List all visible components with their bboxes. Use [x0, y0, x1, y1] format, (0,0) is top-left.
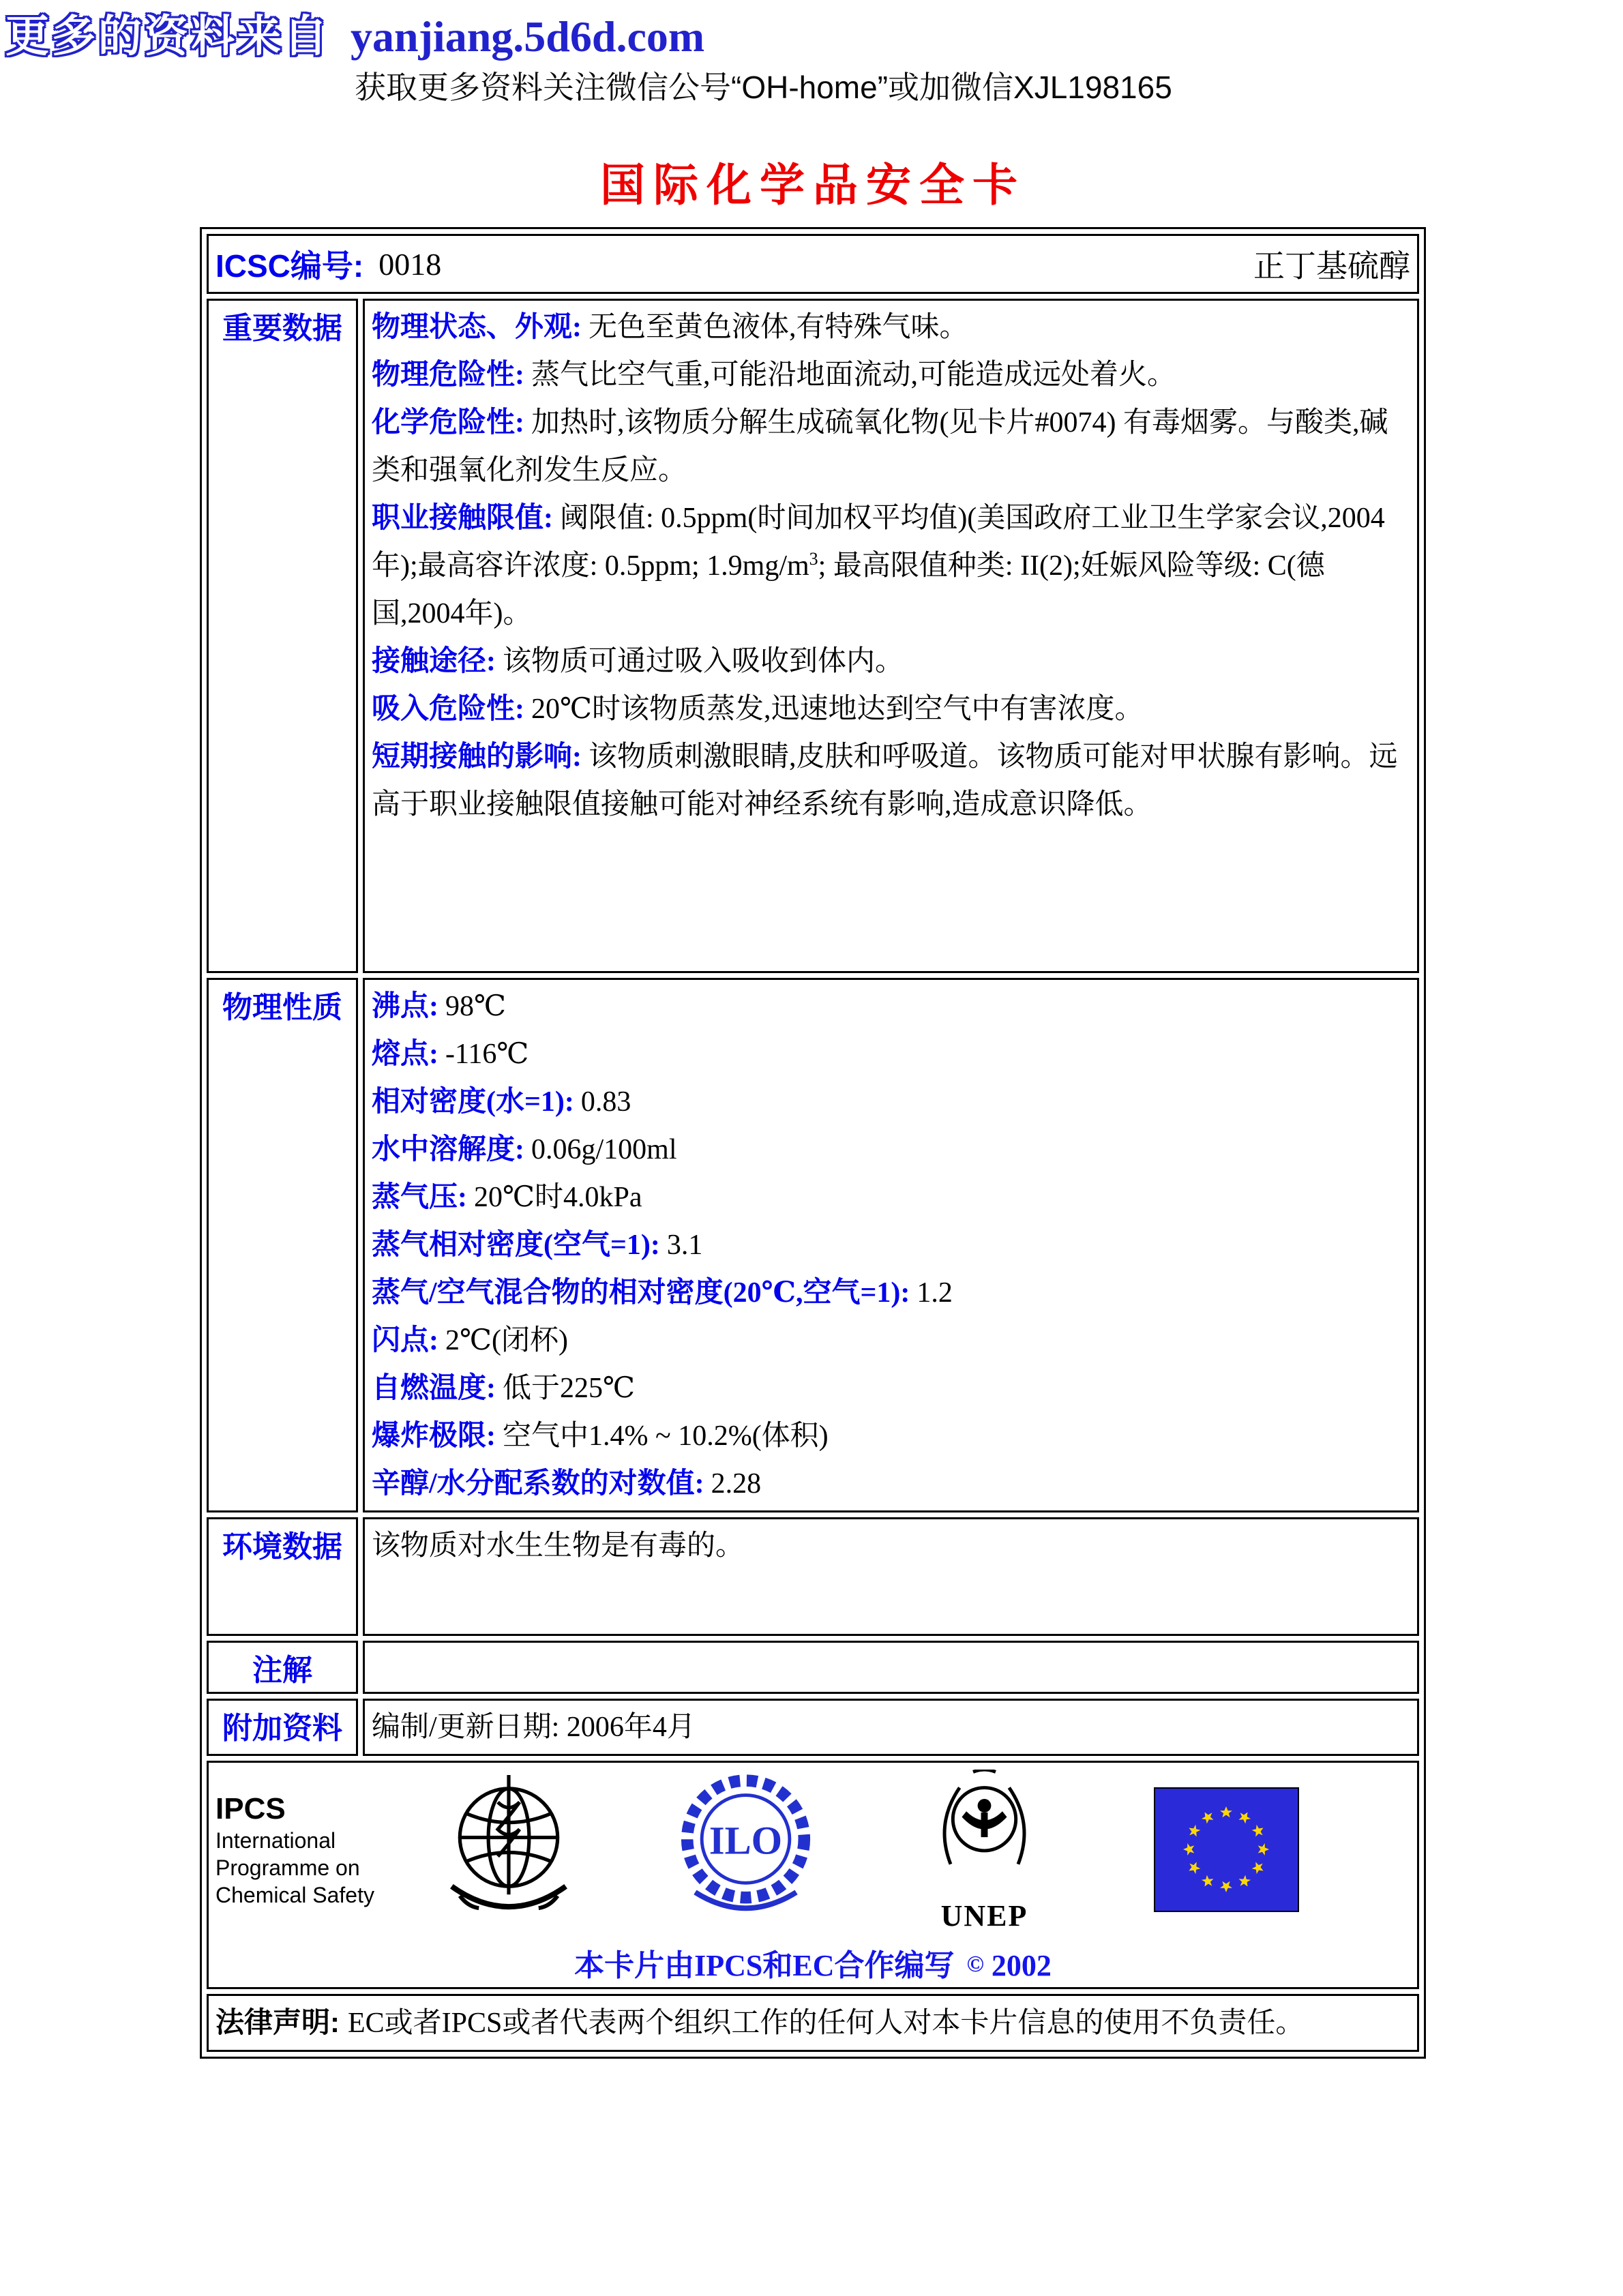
field-value: 阈限值: 0.5ppm(时间加权平均值)(美国政府工业卫生学家会议,2004年);最高容许浓度: 0.5ppm; 1.9mg/m	[372, 503, 1385, 582]
field-label: 相对密度(水=1):	[372, 1086, 574, 1118]
field-label: 水中溶解度:	[372, 1134, 524, 1165]
wechat-notice: 获取更多资料关注微信公号“OH-home”或加微信XJL198165	[355, 70, 1172, 105]
field-value: 无色至黄色液体,有特殊气味。	[589, 312, 968, 343]
property-boiling-point	[372, 983, 1410, 1030]
ipcs-title: IPCS	[215, 1791, 286, 1825]
section-label-additional-info: 附加资料	[207, 1699, 358, 1756]
section-label-environmental-data: 环境数据	[207, 1517, 358, 1636]
field-value: ; 最高限值种类: II(2);妊娠风险等级: C(德国,2004年)。	[372, 550, 1325, 629]
field-value: -116℃	[445, 1039, 529, 1070]
field-value: 该物质可通过吸入吸收到体内。	[503, 646, 904, 677]
promo-header-chinese: 更多的资料来自	[5, 12, 330, 61]
field-label: 沸点:	[372, 991, 438, 1022]
field-label: 自燃温度:	[372, 1373, 496, 1404]
important-item-occupational-limits	[372, 494, 1410, 638]
property-relative-density	[372, 1078, 1410, 1126]
legal-statement	[215, 1999, 1410, 2047]
legal-label: 法律声明:	[215, 2006, 340, 2038]
field-label: 蒸气/空气混合物的相对密度(20℃,空气=1):	[372, 1277, 910, 1309]
chemical-name: 正丁基硫醇	[1253, 249, 1410, 284]
environmental-data-row	[207, 1517, 1419, 1636]
svg-text:ILO: ILO	[709, 1818, 783, 1863]
icsc-number-label: ICSC编号:	[215, 248, 364, 284]
field-value: 空气中1.4% ~ 10.2%(体积)	[503, 1420, 829, 1452]
ipcs-subtitle-line1: International	[215, 1828, 336, 1853]
legal-text: EC或者IPCS或者代表两个组织工作的任何人对本卡片信息的使用不负责任。	[348, 2008, 1305, 2039]
property-vapor-density	[372, 1221, 1410, 1269]
field-value: 0.06g/100ml	[531, 1134, 677, 1165]
notes-row	[207, 1641, 1419, 1694]
field-label: 爆炸极限:	[372, 1420, 496, 1452]
field-value: 20℃时该物质蒸发,迅速地达到空气中有害浓度。	[531, 694, 1144, 725]
field-label: 接触途径:	[372, 646, 496, 677]
credit-text: 本卡片由IPCS和EC合作编写	[574, 1949, 955, 1982]
property-octanol-water-partition	[372, 1460, 1410, 1508]
section-label-physical-properties: 物理性质	[207, 978, 358, 1512]
field-label: 物理危险性:	[372, 359, 524, 391]
property-explosive-limits	[372, 1412, 1410, 1460]
field-value: 3.1	[666, 1229, 703, 1261]
additional-info-row	[207, 1699, 1419, 1756]
physical-properties-row	[207, 978, 1419, 1512]
field-label: 职业接触限值:	[372, 503, 553, 534]
property-melting-point	[372, 1030, 1410, 1078]
important-item-inhalation-risk	[372, 685, 1410, 733]
section-label-important-data: 重要数据	[207, 299, 358, 973]
important-item-short-term-effects	[372, 733, 1410, 829]
logos-row	[207, 1761, 1419, 1989]
important-data-row	[207, 299, 1419, 973]
property-vapor-air-mixture-density	[372, 1269, 1410, 1317]
ipcs-text-block	[215, 1791, 441, 1909]
field-label: 物理状态、外观:	[372, 312, 582, 343]
field-value: 该物质刺激眼睛,皮肤和呼吸道。该物质可能对甲状腺有影响。远高于职业接触限值接触可能对神经系统有影响,造成意识降低。	[372, 741, 1398, 820]
additional-info-text: 编制/更新日期: 2006年4月	[372, 1712, 696, 1743]
field-value: 2.28	[711, 1468, 762, 1500]
icsc-header-row	[207, 234, 1419, 294]
promo-header	[5, 1, 704, 64]
field-value: 加热时,该物质分解生成硫氧化物(见卡片#0074) 有毒烟雾。与酸类,碱类和强氧化剂发生反应。	[372, 407, 1388, 486]
field-label: 短期接触的影响:	[372, 741, 582, 773]
environmental-data-text: 该物质对水生生物是有毒的。	[372, 1530, 745, 1562]
field-label: 化学危险性:	[372, 407, 524, 438]
unep-wordmark: UNEP	[940, 1899, 1028, 1933]
page-title: 国际化学品安全卡	[600, 161, 1026, 211]
important-item-physical-danger	[372, 351, 1410, 399]
important-item-physical-state	[372, 303, 1410, 351]
field-label: 辛醇/水分配系数的对数值:	[372, 1468, 704, 1500]
property-flash-point	[372, 1317, 1410, 1365]
section-label-notes: 注解	[207, 1641, 358, 1694]
safety-card-table	[200, 227, 1426, 2059]
field-value: 98℃	[445, 991, 506, 1022]
property-vapor-pressure	[372, 1174, 1410, 1221]
field-value: 20℃时4.0kPa	[474, 1182, 642, 1213]
who-logo-icon	[441, 1770, 577, 1930]
promo-header-domain: yanjiang.5d6d.com	[351, 12, 705, 61]
field-label: 吸入危险性:	[372, 694, 524, 725]
superscript: 3	[809, 549, 818, 569]
field-label: 蒸气相对密度(空气=1):	[372, 1229, 660, 1261]
property-autoignition-temperature	[372, 1365, 1410, 1412]
unep-logo-icon	[928, 1770, 1041, 1933]
copyright-symbol: ©	[966, 1952, 984, 1977]
property-water-solubility	[372, 1126, 1410, 1174]
ipcs-subtitle-line3: Chemical Safety	[215, 1882, 374, 1907]
field-value: 低于225℃	[503, 1373, 635, 1404]
icsc-number-value: 0018	[378, 246, 442, 282]
field-value: 1.2	[917, 1277, 953, 1309]
eu-flag-icon	[1153, 1787, 1300, 1913]
ipcs-subtitle-line2: Programme on	[215, 1855, 360, 1880]
ilo-logo-icon	[679, 1770, 812, 1930]
legal-row	[207, 1994, 1419, 2052]
credit-line	[215, 1941, 1410, 1984]
field-label: 熔点:	[372, 1039, 438, 1070]
field-label: 蒸气压:	[372, 1182, 467, 1213]
field-value: 2℃(闭杯)	[445, 1325, 568, 1356]
field-label: 闪点:	[372, 1325, 438, 1356]
credit-year: 2002	[991, 1949, 1052, 1982]
field-value: 蒸气比空气重,可能沿地面流动,可能造成远处着火。	[531, 359, 1176, 391]
field-value: 0.83	[580, 1086, 631, 1118]
important-item-exposure-routes	[372, 638, 1410, 685]
important-item-chemical-danger	[372, 399, 1410, 494]
